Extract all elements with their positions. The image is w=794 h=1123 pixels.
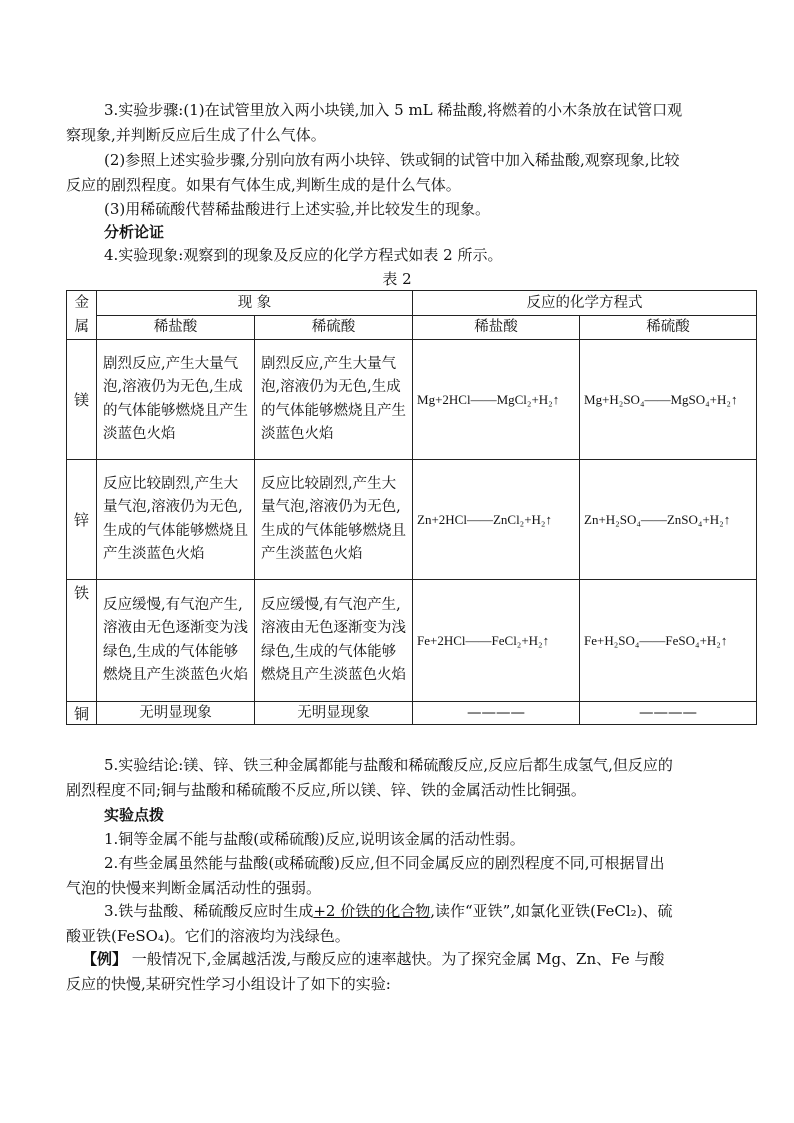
conclusion-paragraph [66,753,756,803]
metal-cell: 铁 [67,580,97,702]
h2so4-description: 无明显现象 [255,702,413,725]
h2so4-description: 反应缓慢,有气泡产生,溶液由无色逐渐变为浅绿色,生成的气体能够燃烧且产生淡蓝色火焰 [255,580,413,702]
tip-3-line-2: 酸亚铁(FeSO₄)。它们的溶液均为浅绿色。 [66,927,350,945]
hcl-description: 无明显现象 [97,702,255,725]
example-line-2: 反应的快慢,某研究性学习小组设计了如下的实验: [66,975,391,993]
step-2-line-1: (2)参照上述实验步骤,分别向放有两小块锌、铁或铜的试管中加入稀盐酸,观察现象,比较 [104,151,680,169]
tip-1: 1.铜等金属不能与盐酸(或稀硫酸)反应,说明该金属的活动性弱。 [104,830,525,848]
header-h2so4-phenomenon: 稀硫酸 [255,315,413,340]
h2so4-description: 剧烈反应,产生大量气泡,溶液仍为无色,生成的气体能够燃烧且产生淡蓝色火焰 [255,340,413,460]
tips-heading: 实验点拨 [104,806,165,824]
tip-2-line-2: 气泡的快慢来判断金属活动性的强弱。 [66,879,322,897]
h2so4-description: 反应比较剧烈,产生大量气泡,溶液仍为无色,生成的气体能够燃烧且产生淡蓝色火焰 [255,460,413,580]
example-label: 【例】 [82,950,128,968]
tip-2-line-1: 2.有些金属虽然能与盐酸(或稀硫酸)反应,但不同金属反应的剧烈程度不同,可根据冒出 [104,854,665,872]
metal-cell: 锌 [67,460,97,580]
conclusion-line-1: 5.实验结论:镁、锌、铁三种金属都能与盐酸和稀硫酸反应,反应后都生成氢气,但反应的 [104,756,673,774]
header-h2so4-equation: 稀硫酸 [580,315,757,340]
phenomenon-paragraph: 4.实验现象:观察到的现象及反应的化学方程式如表 2 所示。 [104,246,503,264]
analysis-heading: 分析论证 [104,223,165,241]
header-hcl-equation: 稀盐酸 [413,315,580,340]
example-line-1: 一般情况下,金属越活泼,与酸反应的速率越快。为了探究金属 Mg、Zn、Fe 与酸 [127,950,665,968]
hcl-equation: ———— [413,702,580,725]
header-equation: 反应的化学方程式 [413,291,757,316]
header-metal [67,291,97,340]
experiment-table [66,290,757,725]
hcl-description: 反应缓慢,有气泡产生,溶液由无色逐渐变为浅绿色,生成的气体能够燃烧且产生淡蓝色火焰 [97,580,255,702]
header-hcl-phenomenon: 稀盐酸 [97,315,255,340]
header-metal-text: 金属 [74,295,89,335]
table-row [67,460,757,580]
hcl-equation: Zn+2HCl——ZnCl₂+H₂↑ [413,460,580,580]
tip-2 [66,851,756,901]
tip-3 [66,899,756,949]
step-2-line-2: 反应的剧烈程度。如果有气体生成,判断生成的是什么气体。 [66,176,461,194]
metal-cell: 铜 [67,702,97,725]
h2so4-equation: ———— [580,702,757,725]
h2so4-equation: Fe+H₂SO₄——FeSO₄+H₂↑ [580,580,757,702]
step-3-line-2: 察现象,并判断反应后生成了什么气体。 [66,126,326,144]
h2so4-equation: Mg+H₂SO₄——MgSO₄+H₂↑ [580,340,757,460]
tip-3-underlined: +2 价铁的化合物 [313,902,431,920]
hcl-description: 剧烈反应,产生大量气泡,溶液仍为无色,生成的气体能够燃烧且产生淡蓝色火焰 [97,340,255,460]
table-row [67,702,757,725]
hcl-equation: Fe+2HCl——FeCl₂+H₂↑ [413,580,580,702]
hcl-equation: Mg+2HCl——MgCl₂+H₂↑ [413,340,580,460]
tip-3-prefix: 3.铁与盐酸、稀硫酸反应时生成 [104,902,314,920]
table-caption: 表 2 [382,270,412,288]
table-row [67,340,757,460]
hcl-description: 反应比较剧烈,产生大量气泡,溶液仍为无色,生成的气体能够燃烧且产生淡蓝色火焰 [97,460,255,580]
step-3-paragraph [66,98,756,148]
step-3-line-1: 3.实验步骤:(1)在试管里放入两小块镁,加入 5 mL 稀盐酸,将燃着的小木条放在试管口观 [104,101,683,119]
conclusion-line-2: 剧烈程度不同;铜与盐酸和稀硫酸不反应,所以镁、锌、铁的金属活动性比铜强。 [66,781,586,799]
header-phenomenon: 现 象 [97,291,413,316]
h2so4-equation: Zn+H₂SO₄——ZnSO₄+H₂↑ [580,460,757,580]
example-paragraph [66,947,756,997]
step-3b-paragraph [66,197,756,222]
step-2-paragraph [66,148,756,198]
table-row [67,580,757,702]
tip-3-suffix: ,读作“亚铁”,如氯化亚铁(FeCl₂)、硫 [430,902,673,920]
metal-cell: 镁 [67,340,97,460]
step-3b-text: (3)用稀硫酸代替稀盐酸进行上述实验,并比较发生的现象。 [104,200,491,218]
